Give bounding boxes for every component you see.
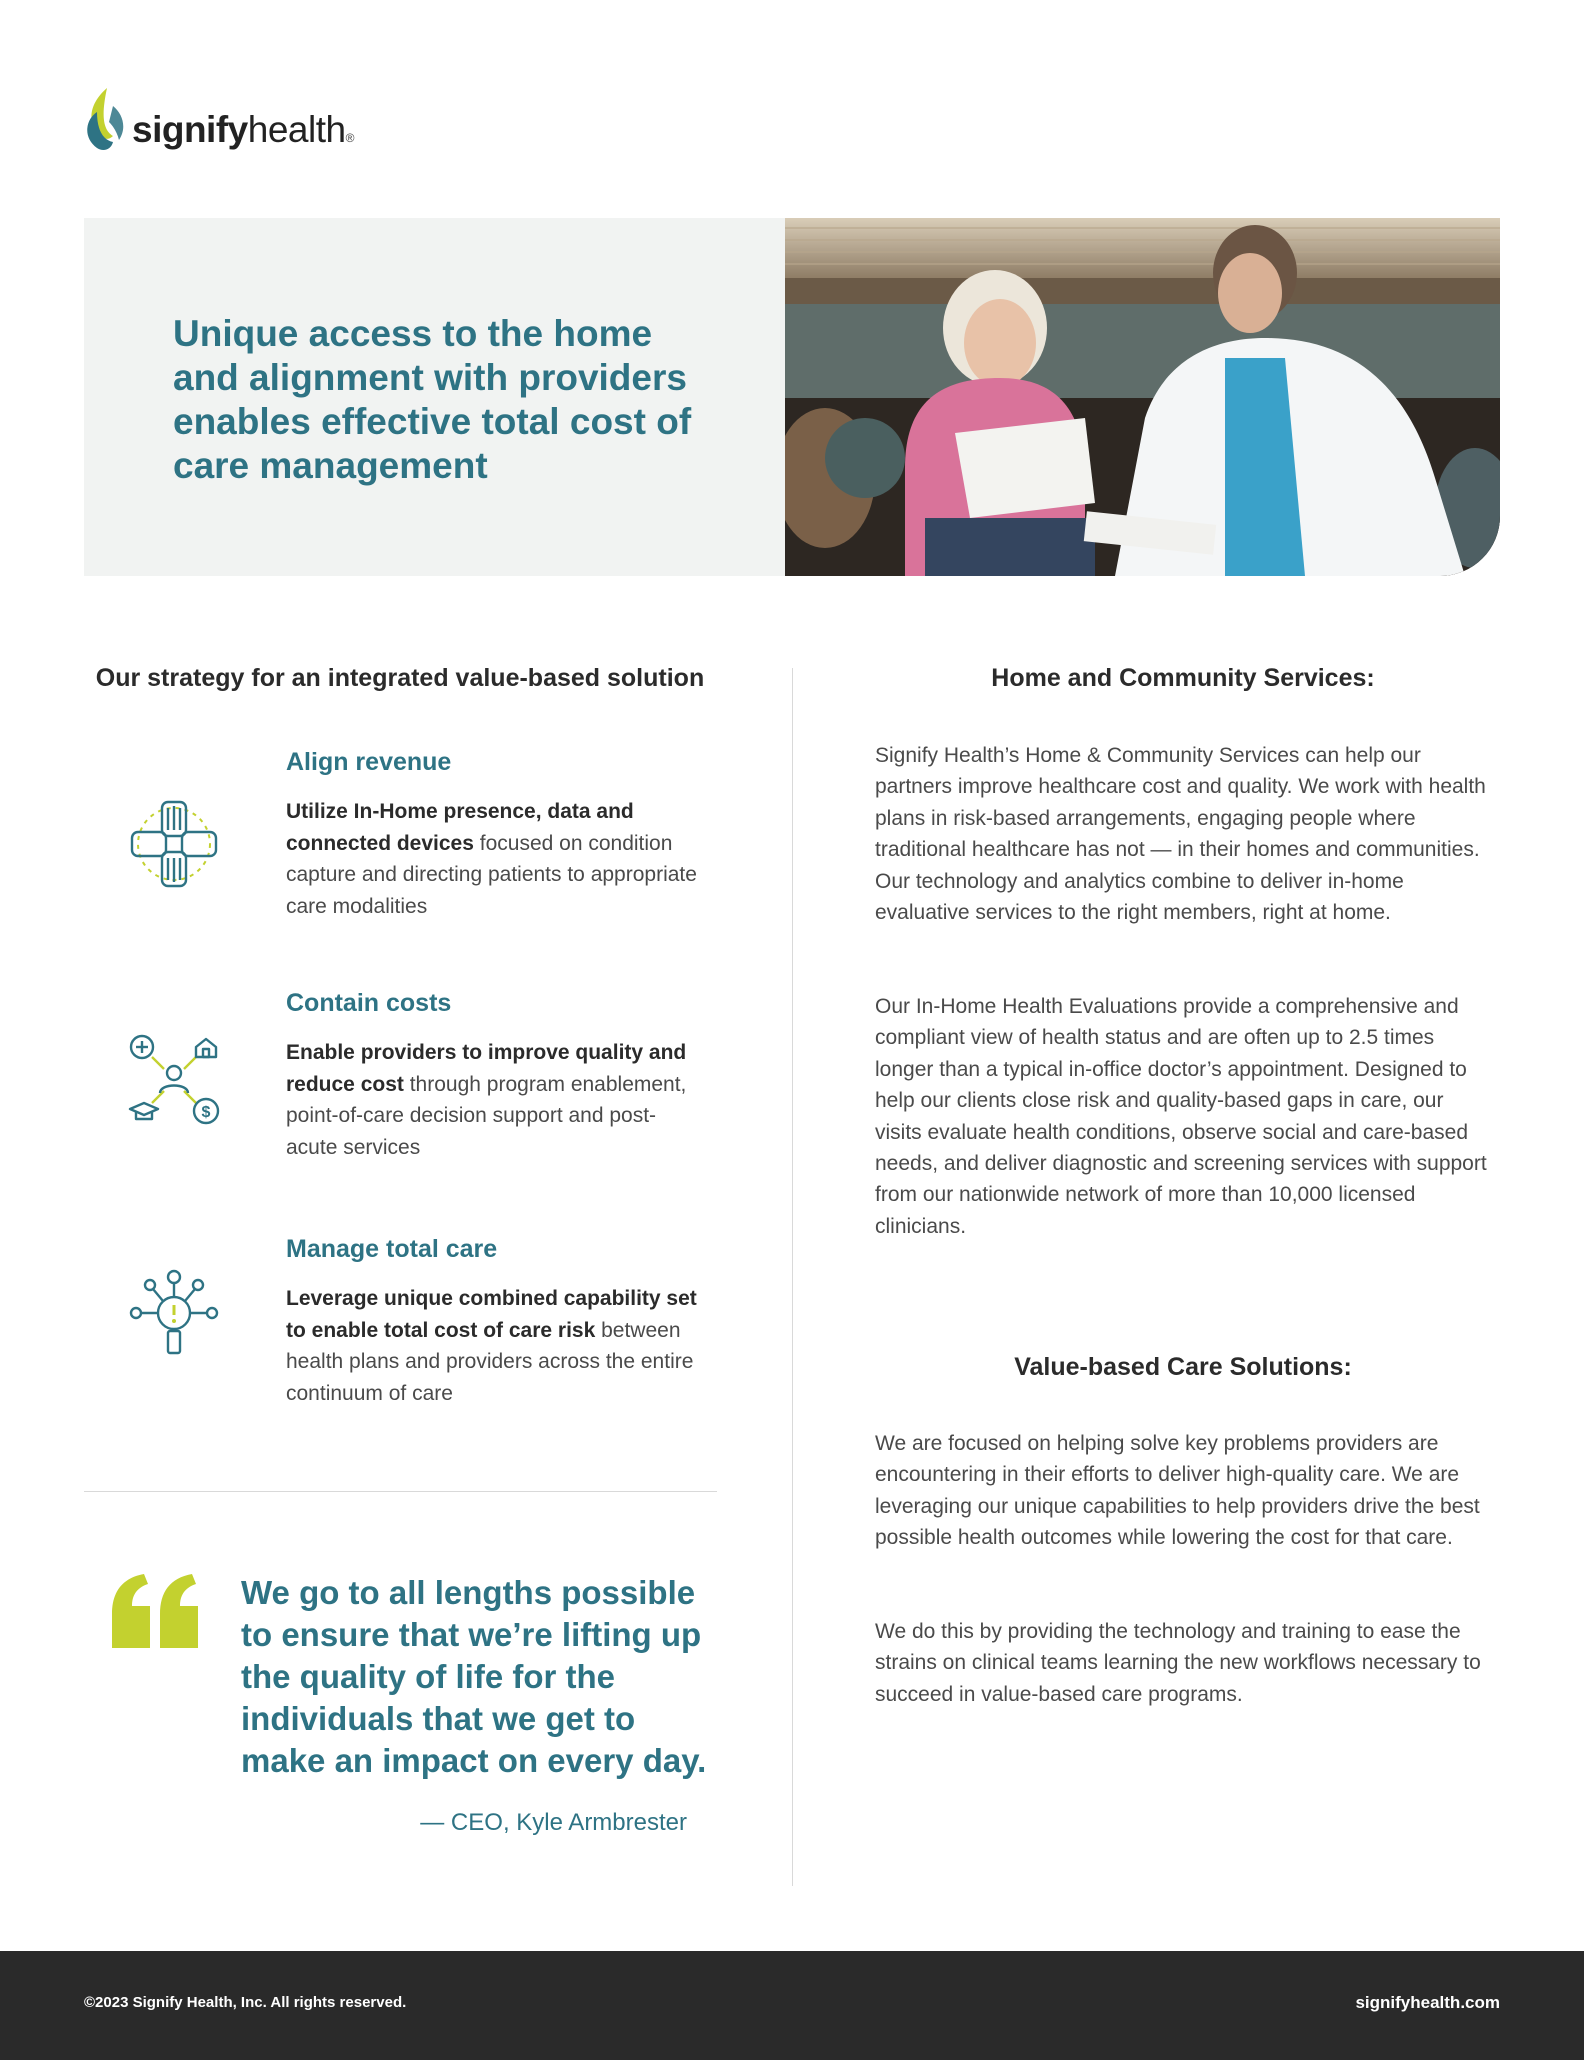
home-services-paragraph: Signify Health’s Home & Community Services can help our partners improve healthcare cost and quality. We work with health plans in risk-based arrangements, engaging people where traditional healthcare has not — in their homes and communities. Our technology and analytics combine to deliver in-home evaluative services to the right members, right at home. xyxy=(875,744,1486,925)
strategy-body: Utilize In-Home presence, data and connected devices focused on condition capture and directing patients to appropriate care modalities xyxy=(286,800,697,918)
copyright-text: ©2023 Signify Health, Inc. All rights reserved. xyxy=(84,1994,407,2011)
signify-health-logo xyxy=(83,86,354,152)
value-based-paragraph: We do this by providing the technology and training to ease the strains on clinical teams learning the new workflows necessary to succeed in value-based care programs. xyxy=(875,1620,1481,1706)
strategy-heading: Manage total care xyxy=(286,1235,498,1263)
home-services-title: Home and Community Services: xyxy=(991,664,1375,692)
hero-banner xyxy=(84,218,1500,576)
ceo-quote: We go to all lengths possible to ensure that we’re lifting up the quality of life for the individuals that we get to make an impact on every day. xyxy=(241,1574,707,1779)
provider-network-icon xyxy=(126,1033,222,1129)
strategy-heading: Contain costs xyxy=(286,989,452,1017)
lightbulb-network-icon xyxy=(126,1269,222,1365)
leaf-logo-icon xyxy=(83,86,129,152)
strategy-heading: Align revenue xyxy=(286,748,452,776)
hero-headline: Unique access to the home and alignment with providers enables effective total cost of care management xyxy=(173,313,692,486)
home-services-paragraph: Our In-Home Health Evaluations provide a comprehensive and compliant view of health status and are often up to 2.5 times longer than a typical in-office doctor’s appointment. Designed to help our clients close risk and quality-based gaps in care, our visits evaluate health conditions, observe social and care-based needs, and deliver diagnostic and screening services with support from our nationwide network of more than 10,000 licensed clinicians. xyxy=(875,995,1487,1238)
hero-text-panel xyxy=(84,218,785,576)
value-based-title: Value-based Care Solutions: xyxy=(1014,1353,1352,1381)
hands-together-icon xyxy=(126,796,222,892)
svg-text:$: $ xyxy=(201,1104,211,1121)
footer xyxy=(0,1951,1584,2060)
quote-mark-icon xyxy=(112,1574,198,1648)
strategy-body: Enable providers to improve quality and reduce cost through program enablement, point-of-care decision support and post-acute services xyxy=(286,1041,687,1159)
section-divider xyxy=(84,1491,717,1492)
hero-photo xyxy=(785,218,1500,576)
strategy-body: Leverage unique combined capability set to enable total cost of care risk between health plans and providers across the entire continuum of care xyxy=(286,1287,697,1405)
logo-wordmark: signifyhealth® xyxy=(132,109,354,150)
clinician-patient-photo xyxy=(785,218,1500,576)
column-divider xyxy=(792,668,793,1886)
strategy-title: Our strategy for an integrated value-based solution xyxy=(95,664,705,692)
website-link[interactable]: signifyhealth.com xyxy=(1355,1993,1500,2012)
quote-attribution: — CEO, Kyle Armbrester xyxy=(420,1809,687,1836)
value-based-paragraph: We are focused on helping solve key problems providers are encountering in their efforts to deliver high-quality care. We are leveraging our unique capabilities to help providers drive the best possible health outcomes while lowering the cost for that care. xyxy=(875,1432,1480,1550)
